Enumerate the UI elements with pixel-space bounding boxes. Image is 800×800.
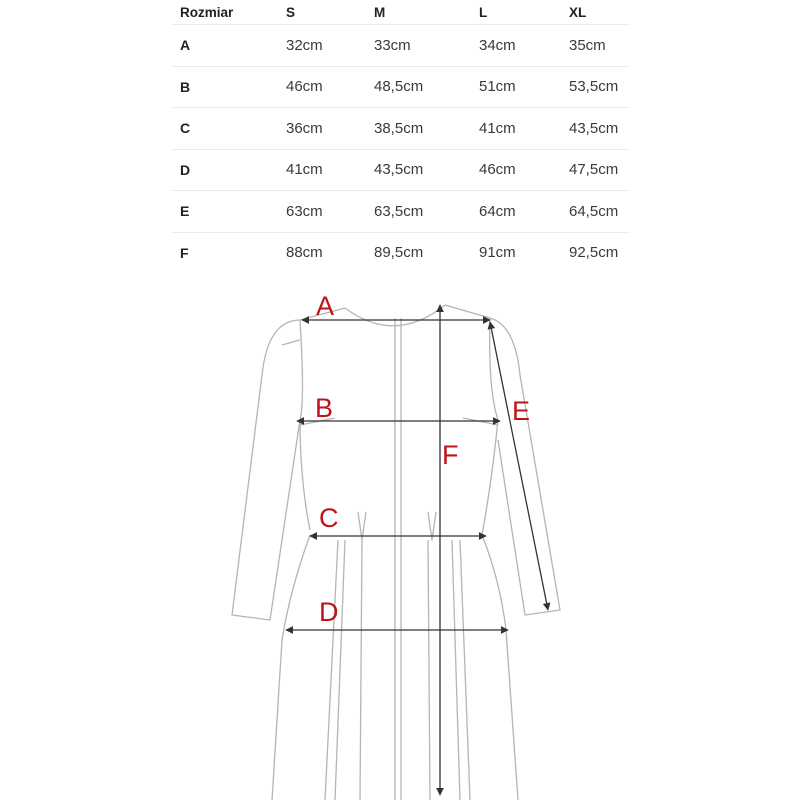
left-sleeve-dart bbox=[282, 340, 300, 345]
cell-value: 35cm bbox=[561, 25, 630, 67]
header-size: Rozmiar bbox=[172, 0, 278, 25]
size-chart-table bbox=[172, 0, 630, 273]
measurement-arrows bbox=[286, 305, 548, 795]
cell-value: 63cm bbox=[278, 191, 366, 233]
cell-value: 89,5cm bbox=[374, 244, 424, 262]
cell-value: 53,5cm bbox=[561, 66, 630, 108]
table-row bbox=[172, 149, 630, 191]
cell-value: 48,5cm bbox=[366, 66, 471, 108]
cell-value: 47,5cm bbox=[561, 149, 630, 191]
label-e: E bbox=[512, 396, 531, 426]
cell-value: 38,5cm bbox=[366, 108, 471, 150]
label-d: D bbox=[319, 597, 339, 627]
table-header-row bbox=[172, 0, 630, 25]
cell-value: 64cm bbox=[471, 191, 561, 233]
cell-value: 43,5cm bbox=[366, 149, 471, 191]
row-label: C bbox=[172, 108, 278, 150]
label-f: F bbox=[442, 440, 459, 470]
cell-value: 63,5cm bbox=[366, 191, 471, 233]
table-row bbox=[172, 108, 630, 150]
center-seam bbox=[395, 318, 401, 800]
row-label: A bbox=[172, 25, 278, 67]
cell-value: 92,5cm bbox=[569, 244, 619, 262]
table-row bbox=[172, 232, 630, 273]
cell-value: 36cm bbox=[278, 108, 366, 150]
label-b: B bbox=[315, 393, 334, 423]
dress-outline bbox=[232, 305, 560, 800]
left-sleeve bbox=[232, 320, 300, 620]
skirt-pleats bbox=[325, 540, 470, 800]
cell-value: 41cm bbox=[471, 108, 561, 150]
cell-value: 51cm bbox=[471, 66, 561, 108]
cell-value: 41cm bbox=[278, 149, 366, 191]
label-c: C bbox=[319, 503, 339, 533]
table-row bbox=[172, 191, 630, 233]
dress-measurement-diagram bbox=[0, 270, 800, 800]
header-m: M bbox=[366, 0, 471, 25]
cell-value: 46cm bbox=[278, 66, 366, 108]
cell-value: 34cm bbox=[471, 25, 561, 67]
skirt-right-side bbox=[482, 535, 518, 800]
label-a: A bbox=[316, 291, 335, 321]
cell-value: 43,5cm bbox=[561, 108, 630, 150]
header-s: S bbox=[278, 0, 366, 25]
cell-value: 88cm bbox=[286, 244, 323, 262]
cell-value: 33cm bbox=[366, 25, 471, 67]
header-l: L bbox=[471, 0, 561, 25]
header-xl: XL bbox=[561, 0, 630, 25]
table-row bbox=[172, 66, 630, 108]
table-row bbox=[172, 25, 630, 67]
right-sleeve bbox=[490, 318, 560, 615]
cell-value: 46cm bbox=[471, 149, 561, 191]
row-label: E bbox=[172, 191, 278, 233]
cell-value: 91cm bbox=[479, 244, 516, 262]
row-label: B bbox=[172, 66, 278, 108]
skirt-left-side bbox=[272, 535, 310, 800]
cell-value: 64,5cm bbox=[561, 191, 630, 233]
cell-value: 32cm bbox=[278, 25, 366, 67]
right-shoulder bbox=[445, 305, 490, 318]
row-label: D bbox=[172, 149, 278, 191]
measurement-labels bbox=[315, 291, 530, 627]
row-label: F bbox=[180, 244, 189, 261]
